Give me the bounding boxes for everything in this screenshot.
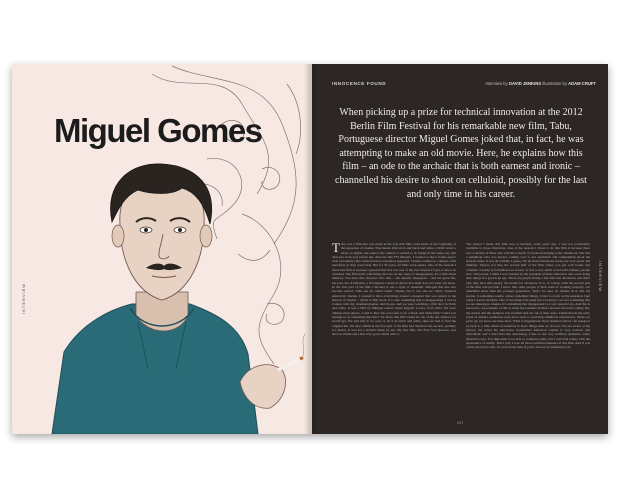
body-column-1 xyxy=(332,242,456,418)
right-page xyxy=(312,64,608,434)
illustrator-name: ADAM CRUFT xyxy=(568,81,596,86)
magazine-spread xyxy=(12,64,608,434)
left-page xyxy=(12,64,312,434)
drop-cap: T xyxy=(332,240,340,255)
credits xyxy=(486,81,596,86)
credits-prefix: Interview by xyxy=(485,81,510,86)
side-label-left: INTERVIEW xyxy=(21,282,27,315)
standfirst: When picking up a prize for technical innovation at the 2012 Berlin Film Festival for his remarkable new film, Tabu, Portuguese director Miguel Gomes joked that, in fact, he was attempting to make an old movie. Here, he explains how this film – an ode to the archaic that is both earnest and ironic – channelled his desire to shoot on celluloid, possibly for the last and only time in his career. xyxy=(335,107,587,200)
interviewer-name: DAVID JENKINS xyxy=(509,81,542,86)
body-columns xyxy=(332,242,590,418)
body-column-2 xyxy=(466,242,590,418)
credits-mid: Illustration by xyxy=(541,81,569,86)
headline: Miguel Gomes xyxy=(54,112,262,149)
body-paragraph-1 xyxy=(332,242,456,337)
section-title: INNOCENCE FOUND xyxy=(332,81,387,86)
body-paragraph-2: The reason I made this film now is because, some years ago, I was not particularly available to those characters. One of the reasons I chose to do this film is because there was a relative of mine who told me a bunch of stories belonging to her childhood. She had a neighbour who was always coming over to her apartment and complaining about the African maid. It was all bullshit, I guess. Yet all those ridiculous stories are very sweet and intimate. They're not like the second half of the film where you get rock bands and romantic comedy in forbidden love stories. It was a very small world with ordinary people in it. Old people. I think I was touched by the potential of these characters who were doing silly things in a grown-up age. These are people living a life with real adventure, and that's why they have this energy. We dream for adventure. It is, of course, what the second part of the film will provide. I know that older people, if their brain is working properly, can remember more than the younger generation. That's for sure. In cinema as in life old people, it sometimes seems, cannot remember things. I tried to touch on the sensation I get when I watch old films. One of the things I'm really into is trying to recover something that we are missing in cinema. It's something that disappeared in a very natural way. And this is innocence. An example of this is when the Lumière brothers showed the train coming into the station and the audience was terrified and ran out of their seats. I think that in the early years of cinema, audiences were more open to receiving childhood experiences. When we grow up, we loose our innocence. What is magnificent about cinema is that it can transport us back to a time when we believed in more things than we do now. We are aware of the history, but never the innocence. Sometimes American cinema is very realistic and naturalistic and I don't find that interesting. I like to use very artificial elements, really theatrical ones. It is important to be able to compare reality, but I can't feel reality with the appearance of reality. That's why I love all those artificial elements in this film. And if you can be moved by that, it's even better than if you're moved by something real. xyxy=(466,242,590,350)
page-number: 047 xyxy=(457,421,464,425)
cigarette xyxy=(278,358,302,370)
side-label-right: INTERVIEW xyxy=(597,260,603,293)
body-text-1: abu was a film that was made in the way that films were made at the beginning of the apparatus of cinema. That means film stock and black and white. I didn't want to shoot on digital and remove the camera. I wanted to do things in the same way that directors from way before me, directors like FW Murnau. I wanted to shoot in this aspect ratio (Academy) that existed before television appeared. Cinema wanted to compete with television so they went wide. But for 30 years, all films were square. One of the reasons I made this film is because I guessed that this was one of the last chances I'd get to shoot on celluloid. The film deals with things that are on the verge of disappearing. It's a film about memory. You have this character who dies – she literally disappears – and her great life, her past, her civilisation, a Portuguese colony in Africa that itself does not exist any more. In the first part of the film I decided to use a style of cinematic dialogue that has also become extinct. This can be called 'silent' cinema, but it can also be called 'classical American' cinema. I wanted to have everything around a material that was central to the history of cinema – which is film stock. It is also something that is disappearing. I was in Cannes with my cinematographer, Rui Poças, and we were watching a film shot in black and white. It was a film by Philippe Garrel called Regular Lovers, from 2005. We were talking about ghosts. I said to Rui, 'Do you want to do a black and white film? Could you manage to do something like this?' We knew this film would be one of the last chances we would get. We said that if we were to do it in black and white, then we had to find the original ink. We shot 16mm in the first part of the film and 35mm in the second, partially for choice. It was not a stylistic thing for me. My first film, The Face You Deserve, was shot on 16mm and I had very good results with it. xyxy=(332,242,456,337)
